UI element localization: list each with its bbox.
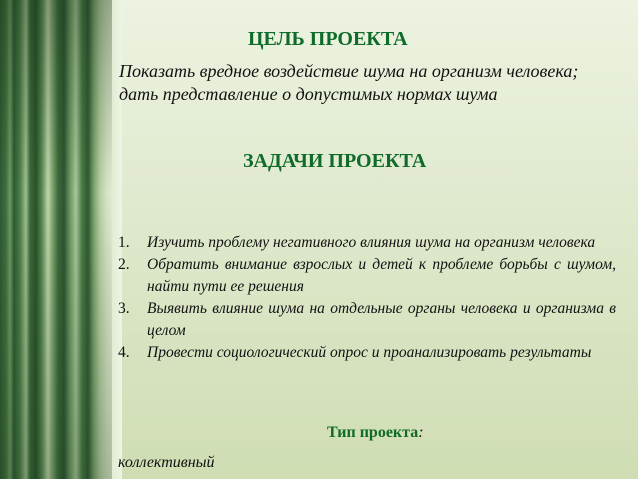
task-text: Изучить проблему негативного влияния шума на организм человека: [147, 234, 596, 251]
task-number: 1.: [118, 234, 130, 251]
task-item: [118, 254, 616, 298]
goal-heading: ЦЕЛЬ ПРОЕКТА: [248, 28, 408, 50]
task-text: Обратить внимание взрослых и детей к проблеме борьбы с шумом, найти пути ее решения: [147, 256, 616, 295]
tasks-list: [118, 232, 616, 364]
goal-text: Показать вредное воздействие шума на организм человека; дать представление о допустимых нормах шума: [119, 61, 579, 104]
task-text: Провести социологический опрос и проанализировать результаты: [147, 344, 592, 361]
project-type-colon: :: [418, 424, 424, 441]
project-type-value: коллективный: [118, 454, 215, 471]
task-text: Выявить влияние шума на отдельные органы человека и организма в целом: [147, 300, 616, 339]
tasks-heading: ЗАДАЧИ ПРОЕКТА: [243, 150, 427, 172]
task-number: 4.: [118, 344, 130, 361]
task-number: 2.: [118, 256, 130, 273]
project-type-label: [327, 424, 424, 442]
project-type-label-text: Тип проекта: [327, 424, 419, 441]
task-item: [118, 298, 616, 342]
task-item: [118, 232, 616, 254]
decorative-stripes: [0, 0, 112, 479]
task-number: 3.: [118, 300, 130, 317]
task-item: [118, 342, 616, 364]
